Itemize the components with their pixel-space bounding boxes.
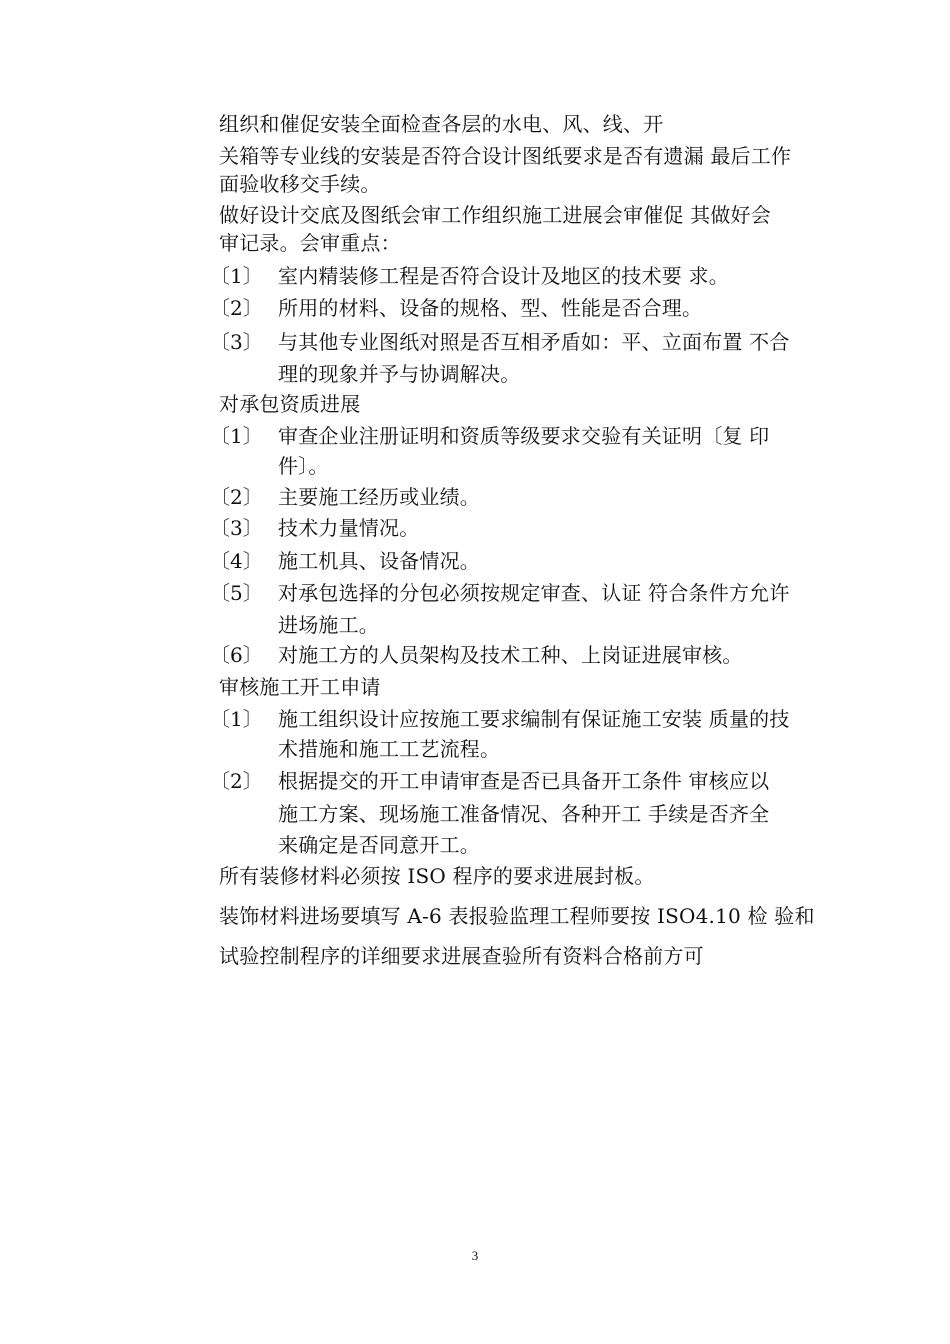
list-item-text: 审查企业注册证明和资质等级要求交验有关证明〔复 印 [278, 424, 770, 448]
paragraph-line: 装饰材料进场要填写 A-6 表报验监理工程师要按 ISO4.10 检 验和 [219, 904, 815, 928]
list-item-number: 〔3〕 [210, 516, 263, 540]
paragraph-line: 所有装修材料必须按 ISO 程序的要求进展封板。 [219, 864, 655, 888]
list-item-number: 〔6〕 [210, 643, 263, 667]
list-item-text: 进场施工。 [278, 613, 379, 637]
list-item-text: 技术力量情况。 [278, 516, 420, 540]
list-item-text: 来确定是否同意开工。 [278, 833, 480, 857]
paragraph-line: 组织和催促安装全面检查各层的水电、风、线、开 [219, 112, 664, 136]
section-heading: 对承包资质进展 [219, 392, 361, 416]
list-item-number: 〔5〕 [210, 581, 263, 605]
list-item-text: 室内精装修工程是否符合设计及地区的技术要 求。 [278, 264, 729, 288]
list-item-number: 〔2〕 [210, 485, 263, 509]
list-item-number: 〔1〕 [210, 707, 263, 731]
list-item-text: 与其他专业图纸对照是否互相矛盾如：平、立面布置 不合 [278, 330, 790, 354]
paragraph-line: 审记录。会审重点： [219, 231, 401, 255]
section-heading: 审核施工开工申请 [219, 675, 381, 699]
list-item-number: 〔2〕 [210, 769, 263, 793]
list-item-text: 术措施和施工工艺流程。 [278, 737, 501, 761]
page-number: 3 [471, 1248, 479, 1263]
paragraph-line: 试验控制程序的详细要求进展查验所有资料合格前方可 [219, 944, 704, 968]
list-item-number: 〔3〕 [210, 330, 263, 354]
list-item-text: 根据提交的开工申请审查是否已具备开工条件 审核应以 [278, 769, 770, 793]
list-item-number: 〔2〕 [210, 296, 263, 320]
list-item-text: 施工机具、设备情况。 [278, 549, 480, 573]
list-item-number: 〔4〕 [210, 549, 263, 573]
list-item-number: 〔1〕 [210, 424, 263, 448]
list-item-number: 〔1〕 [210, 264, 263, 288]
list-item-text: 施工方案、现场施工准备情况、各种开工 手续是否齐全 [278, 802, 770, 826]
list-item-text: 主要施工经历或业绩。 [278, 485, 480, 509]
list-item-text: 所用的材料、设备的规格、型、性能是否合理。 [278, 296, 703, 320]
list-item-text: 件〕。 [278, 454, 329, 478]
paragraph-line: 做好设计交底及图纸会审工作组织施工进展会审催促 其做好会 [219, 203, 771, 227]
paragraph-line: 关箱等专业线的安装是否符合设计图纸要求是否有遗漏 最后工作 [219, 144, 792, 168]
list-item-text: 对承包选择的分包必须按规定审查、认证 符合条件方允许 [278, 581, 790, 605]
paragraph-line: 面验收移交手续。 [219, 172, 381, 196]
list-item-text: 对施工方的人员架构及技术工种、上岗证进展审核。 [278, 643, 743, 667]
list-item-text: 施工组织设计应按施工要求编制有保证施工安装 质量的技 [278, 707, 790, 731]
list-item-text: 理的现象并予与协调解决。 [278, 362, 521, 386]
